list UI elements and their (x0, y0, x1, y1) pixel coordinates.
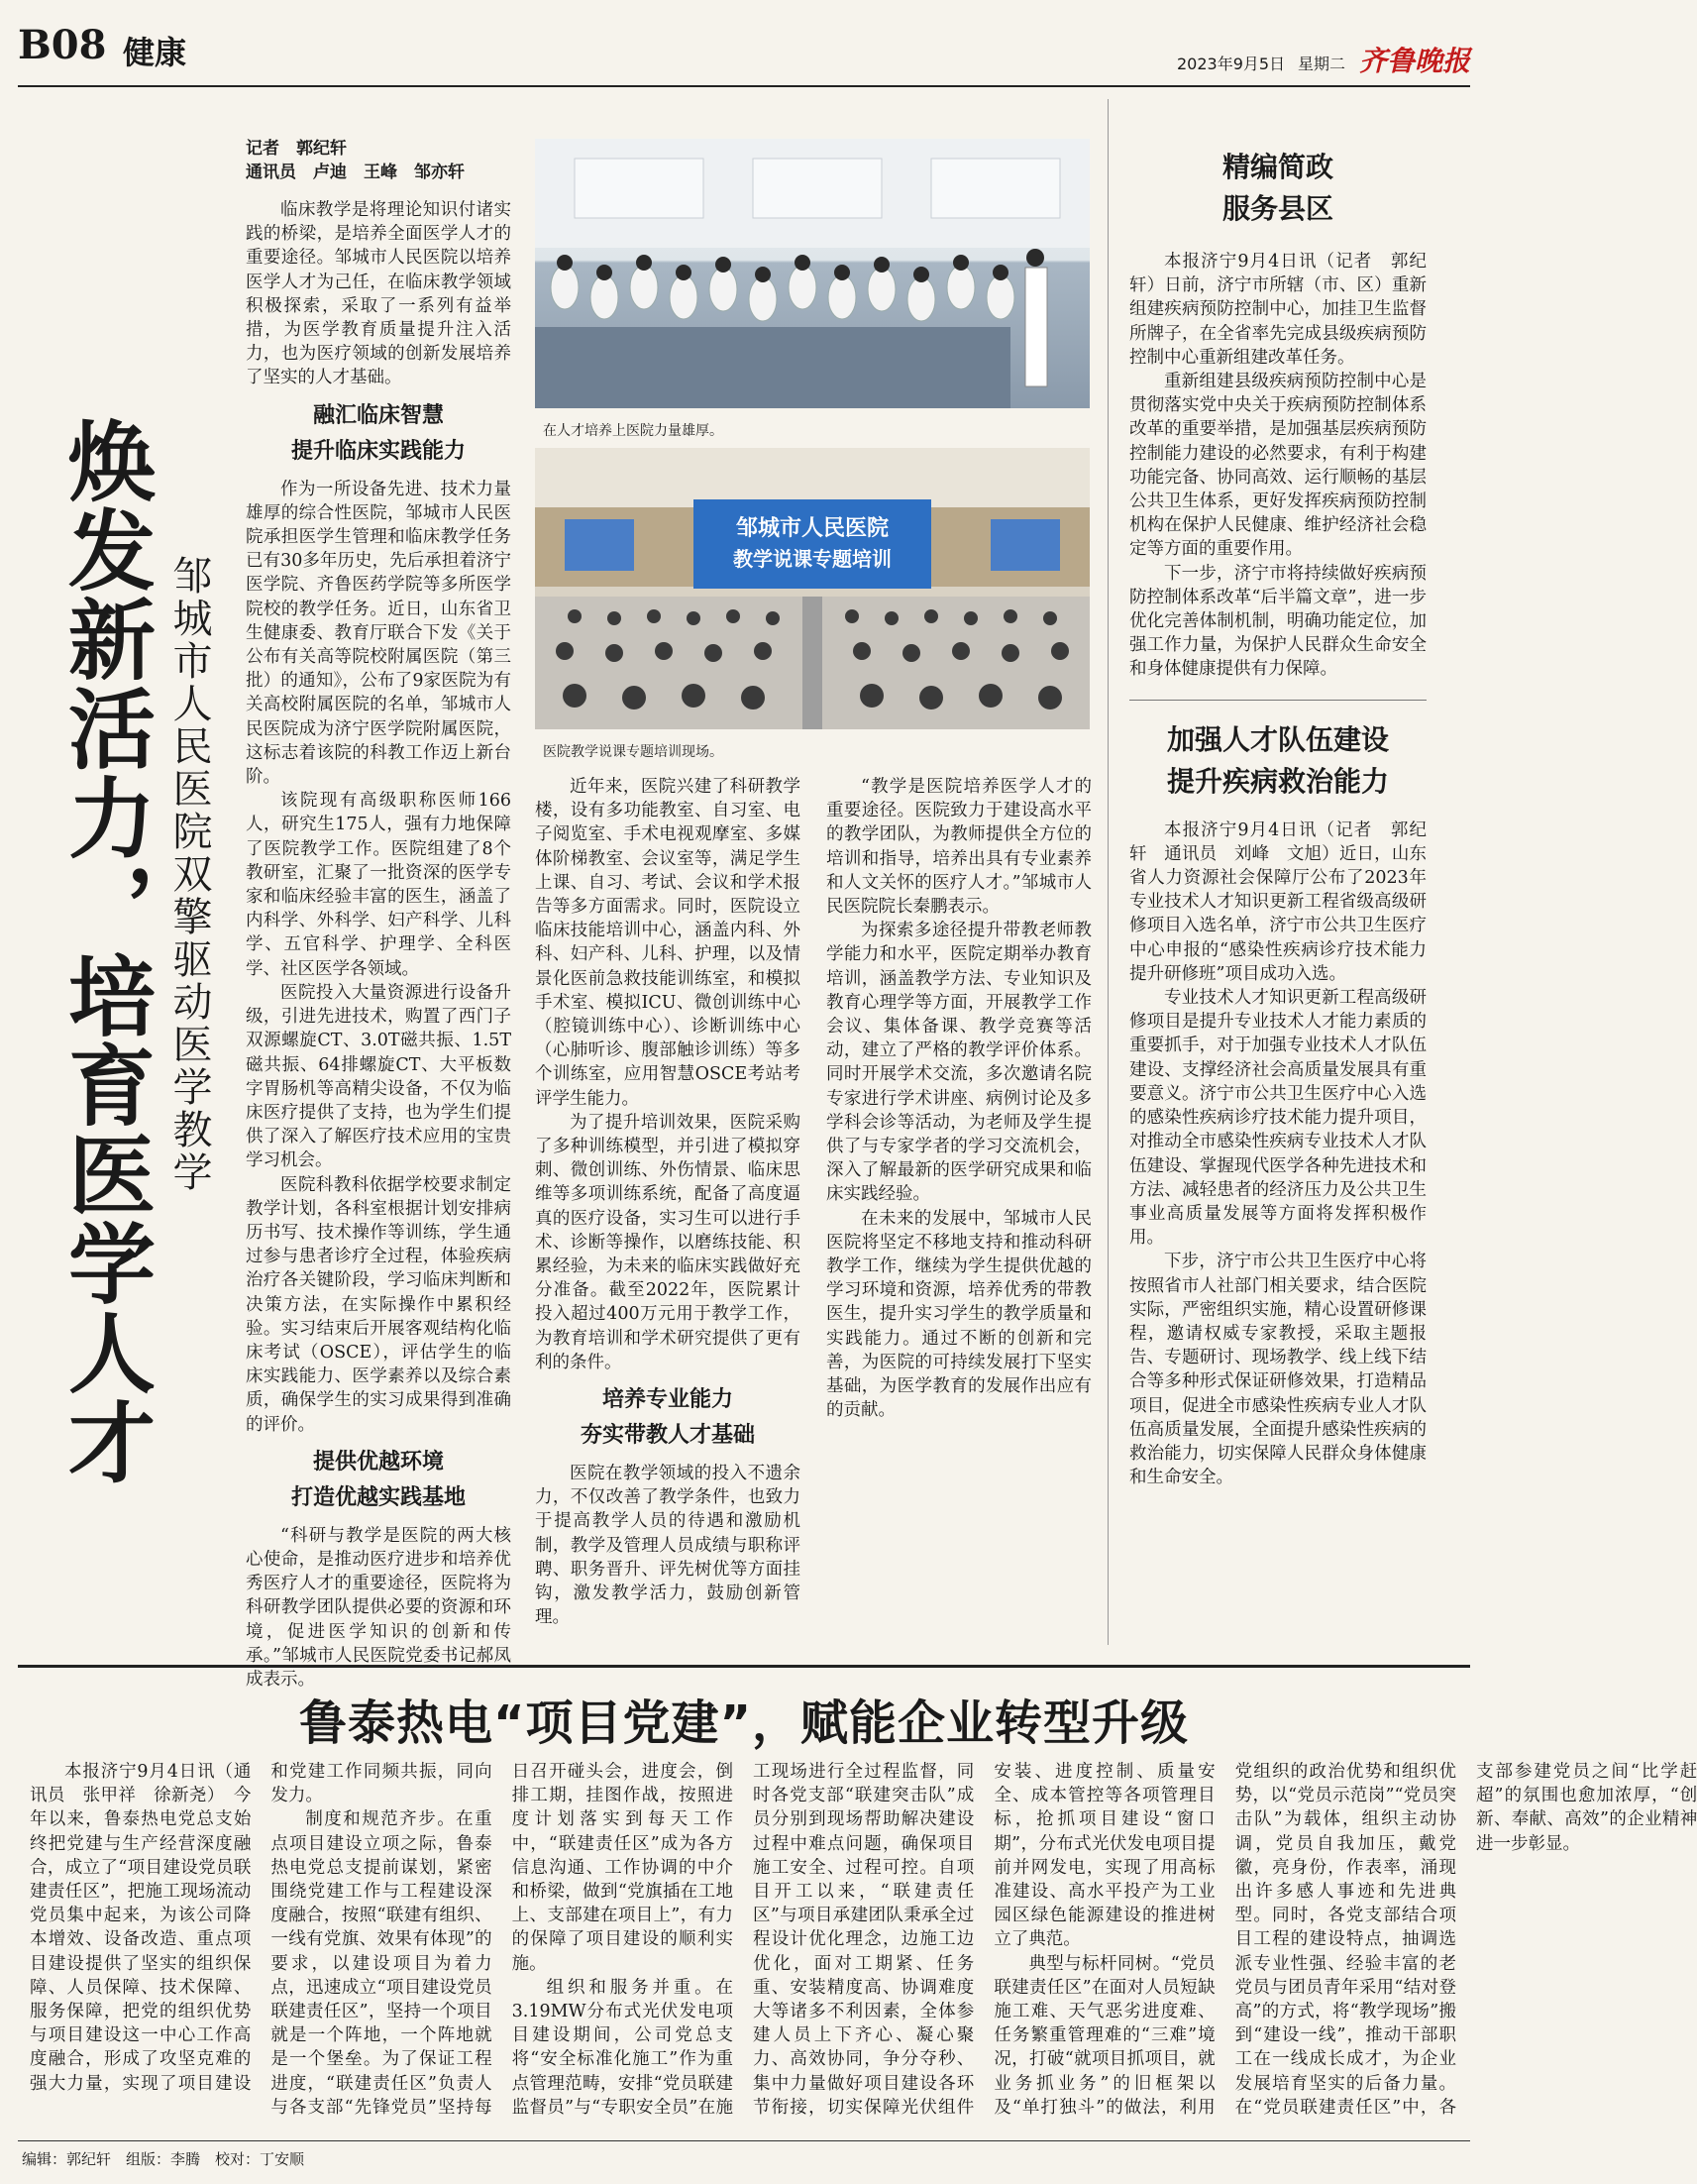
footer-rule (18, 2140, 1470, 2141)
issue-weekday: 星期二 (1298, 55, 1346, 73)
news-paragraph: 下步，济宁市公共卫生医疗中心将按照省市人社部门相关要求，结合医院实际，严密组织实施，精心设置研修课程，邀请权威专家教授，采取主题报告、专题研讨、现场教学、线上线下结合等多种形式保证研修效果，打造精品项目，促进全市感染性疾病专业人才队伍高质量发展，全面提升感染性疾病的救治能力，切实保障人民群众身体健康和生命安全。 (1129, 1252, 1427, 1488)
screen-title-line-1: 邹城市人民医院 (735, 516, 889, 541)
issue-date: 2023年9月5日 (1177, 55, 1286, 73)
paragraph: 医院投入大量资源进行设备升级，引进先进技术，购置了西门子双源螺旋CT、3.0T磁共振、1.5T磁共振、64排螺旋CT、大平板数字胃肠机等高精尖设备，不仅为临床医疗提供了支持，也为学生们提供了深入了解医疗技术应用的宝贵学习机会。 (246, 982, 511, 1171)
news-paragraph: 下一步，济宁市将持续做好疾病预防控制体系改革“后半篇文章”，进一步优化完善体制机制，明确功能定位，加强工作力量，为保护人民群众生命安全和身体健康提供有力保障。 (1129, 563, 1427, 680)
paragraph: 近年来，医院兴建了科研教学楼，设有多功能教室、自习室、电子阅览室、手术电视观摩室、多媒体阶梯教室、会议室等，满足学生上课、自习、考试、会议和学术报告等多方面需求。同时，医院设立临床技能培训中心，涵盖内科、外科、妇产科、儿科、护理，以及情景化医前急救技能训练室，和模拟手术室、模拟ICU、微创训练中心（腔镜训练中心）、诊断训练中心（心肺听诊、腹部触诊训练）等多个训练室，应用智慧OSCE考站考评学生能力。 (535, 777, 800, 1109)
subhead-1-line-1: 融汇临床智慧 (312, 402, 444, 428)
paragraph: 为探索多途径提升带教老师教学能力和水平，医院定期举办教育培训，涵盖教学方法、专业知识及教育心理学等方面，开展教学工作会议、集体备课、教学竞赛等活动，建立了严格的教学评价体系。同时开展学术交流，多次邀请名院专家进行学术讲座、病例讨论及多学科会诊等活动，为老师及学生提供了与专家学者的学习交流机会，深入了解最新的医学研究成果和临床实践经验。 (826, 921, 1092, 1205)
news-paragraph: 专业技术人才知识更新工程高级研修项目是提升专业技术人才能力素质的重要抓手，对于加强专业技术人才队伍建设、支撑经济社会高质量发展具有重要意义。济宁市公共卫生医疗中心入选的感染性疾病诊疗技术能力提升项目，对推动全市感染性疾病专业技术人才队伍建设、掌握现代医学各种先进技术和方法、减轻患者的经济压力及公共卫生事业高质量发展等方面将发挥积极作用。 (1129, 988, 1427, 1249)
subhead-2-line-2: 打造优越实践基地 (290, 1484, 466, 1510)
bottom-text-block (30, 1760, 1697, 2127)
paragraph: 在未来的发展中，邹城市人民医院将坚定不移地支持和推动科研教学工作，继续为学生提供优越的学习环境和资源，培养优秀的带教医生，提升实习学生的教学质量和实践能力。通过不断的创新和完善，为医院的可持续发展打下坚实基础，为医学教育的发展作出应有的贡献。 (826, 1208, 1092, 1421)
crowd-illustration (535, 139, 1090, 408)
subhead-3-line-2: 夯实带教人才基础 (580, 1423, 755, 1449)
paragraph: “科研与教学是医院的两大核心使命，是推动医疗进步和培养优秀医疗人才的重要途径，医院将为科研教学团队提供必要的资源和环境，促进医学知识的创新和传承。”邹城市人民医院党委书记郝凤成表示。 (246, 1525, 511, 1690)
screen-title-line-2: 教学说课专题培训 (733, 547, 892, 571)
photo-oath-ceremony (535, 139, 1090, 408)
paragraph: 医院在教学领域的投入不遗余力，不仅改善了教学条件，也致力于提高教学人员的待遇和激励机制，教学及管理人员成绩与职称评聘、职务晋升、评先树优等方面挂钩，激发教学活力，鼓励创新管理。 (535, 1464, 800, 1628)
paragraph: 医院科教科依据学校要求制定教学计划，各科室根据计划安排病历书写、技术操作等训练，学生通过参与患者诊疗全过程，体验疾病治疗各关键阶段，学习临床判断和决策方法，在实际操作中累积经验。实习结束后开展客观结构化临床考试（OSCE），评估学生的临床实践能力、医学素养以及综合素质，确保学生的实习成果得到准确的评价。 (246, 1174, 511, 1435)
byline-correspondents: 通讯员 卢迪 王峰 邹亦轩 (246, 163, 465, 182)
subhead-2 (246, 1445, 511, 1516)
news-divider (1129, 700, 1427, 702)
bottom-paragraph: 制度和规范齐步。在重点项目建设立项之际，鲁泰热电党总支提前谋划，紧密围绕党建工作与工程建设深度融合，按照“联建有组织、一线有党旗、效果有体现”的要求，以建设项目为着力点，迅速成立“项目建设党员联建责任区”，坚持一个项目就是一个阵地，一个阵地就是一个堡垒。为了保证工程进度，“联建责任区”负责人与各支部“先锋党员”坚持每日召开碰头会，进度会，倒排工期，挂图作战，按照进度计划落实到每天工作中，“联建责任区”成为各方信息沟通、工作协调的中介和桥梁，做到“党旗插在工地上、支部建在项目上”，有力的保障了项目建设的顺利实施。 (270, 1762, 733, 2118)
news-title-1-line-2: 服务县区 (1221, 192, 1333, 225)
main-column-2 (535, 775, 800, 1637)
news-title-1-line-1: 精编简政 (1221, 151, 1333, 183)
paragraph: 作为一所设备先进、技术力量雄厚的综合性医院，邹城市人民医院承担医学生管理和临床教学任务已有30多年历史，先后承担着济宁医学院、齐鲁医药学院等多所医学院校的教学任务。近日，山东省卫生健康委、教育厅联合下发《关于公布有关高等院校附属医院（第三批）的通知》，公布了9家医院为有关高校附属医院的名单，邹城市人民医院成为济宁医学院附属医院，这标志着该院的科教工作迈上新台阶。 (246, 479, 511, 788)
subhead-1-line-2: 提升临床实践能力 (290, 438, 466, 464)
paragraph: 该院现有高级职称医师166人，研究生175人，强有力地保障了医院教学工作。医院组建了8个教研室，汇聚了一批资深的医学专家和临床经验丰富的医生，涵盖了内科学、外科学、妇产科学、儿科学、五官科学、护理学、全科医学、社区医学各领域。 (246, 791, 511, 979)
subhead-1 (246, 398, 511, 470)
photo1-caption: 在人才培养上医院力量雄厚。 (543, 423, 723, 439)
news-paragraph: 本报济宁9月4日讯（记者 郭纪轩 通讯员 刘峰 文旭）近日，山东省人力资源社会保障厅公布了2023年专业技术人才知识更新工程省级高级研修项目入选名单，济宁市公共卫生医疗中心申报的“感染性疾病诊疗技术能力提升研修班”项目成功入选。 (1129, 819, 1427, 984)
main-subhead: 邹城市人民医院双擎驱动医学教学 (166, 555, 212, 1194)
main-column-1 (246, 137, 511, 1690)
footer-credits: 编辑：郭纪轩 组版：李腾 校对：丁安顺 (22, 2150, 305, 2168)
masthead-logo: 齐鲁晚报 (1359, 45, 1471, 77)
news-title-2-line-1: 加强人才队伍建设 (1166, 722, 1389, 756)
column-divider (1108, 99, 1109, 1645)
right-column (1129, 147, 1427, 1653)
bottom-section-rule (18, 1665, 1470, 1668)
bottom-paragraph: 典型与标杆同树。“党员联建责任区”在面对人员短缺施工难、天气恶劣进度难、任务繁重管理难的“三难”境况，打破“就项目抓项目，就业务抓业务”的旧框架以及“单打独斗”的做法，利用党组织的政治优势和组织优势，以“党员示范岗”“党员突击队”为载体，组织主动协调，党员自我加压，戴党徽，亮身份，作表率，涌现出许多感人事迹和先进典型。同时，各党支部结合项目工程的建设特点，抽调选派专业性强、经验丰富的老党员与团员青年采用“结对登高”的方式，将“教学现场”搬到“建设一线”，推动干部职工在一线成长成才，为企业发展培育坚实的后备力量。在“党员联建责任区”中，各支部参建党员之间“比学赶超”的氛围也愈加浓厚，“创新、奉献、高效”的企业精神进一步彰显。 (994, 1762, 1697, 2118)
lead-paragraph: 临床教学是将理论知识付诸实践的桥梁，是培养全面医学人才的重要途径。邹城市人民医院以培养医学人才为己任，在临床教学领域积极探索，采取了一系列有益举措，为医学教育质量提升注入活力，也为医疗领域的创新发展培养了坚实的人才基础。 (246, 200, 511, 388)
bottom-paragraph: 组织和服务并重。在3.19MW分布式光伏发电项目建设期间，公司党总支将“安全标准化施工”作为重点管理范畴，安排“党员联建监督员”与“专职安全员”在施工现场进行全过程监督，同时各党支部“联建突击队”成员分别到现场帮助解决建设过程中难点问题，确保项目施工安全、过程可控。自项目开工以来，“联建责任区”与项目承建团队秉承全过程设计优化理念，边施工边优化，面对工期紧、任务重、安装精度高、协调难度大等诸多不利因素，全体参建人员上下齐心、凝心聚力、高效协同，争分夺秒、集中力量做好项目建设各环节衔接，切实保障光伏组件安装、进度控制、质量安全、成本管控等各项管理目标，抢抓项目建设“窗口期”，分布式光伏发电项目提前并网发电，实现了用高标准建设、高水平投产为工业园区绿色能源建设的推进树立了典范。 (511, 1762, 1216, 2118)
news-title-2-line-2: 提升疾病救治能力 (1166, 764, 1389, 798)
photo2-caption: 医院教学说课专题培训现场。 (543, 744, 723, 760)
main-column-3 (826, 775, 1092, 1637)
photo-training-session (535, 448, 1090, 729)
news-title-1 (1129, 147, 1427, 230)
auditorium-illustration (535, 448, 1090, 729)
page-code: B08 (18, 22, 107, 68)
paragraph: 为了提升培训效果，医院采购了多种训练模型，并引进了模拟穿刺、微创训练、外伤情景、临床思维等多项训练系统，配备了高度逼真的医疗设备，实习生可以进行手术、诊断等操作，以磨练技能、积累经验，为未来的临床实践做好充分准备。截至2022年，医院累计投入超过400万元用于教学工作，为教育培训和学术研究提供了更有利的条件。 (535, 1112, 800, 1372)
main-headline: 焕发新活力，培育医学人才 (54, 416, 157, 1486)
subhead-2-line-1: 提供优越环境 (312, 1449, 444, 1474)
subhead-3 (535, 1382, 800, 1454)
header-rule (18, 85, 1470, 87)
bottom-paragraph: 本报济宁9月4日讯（通讯员 张甲祥 徐新尧） 今年以来，鲁泰热电党总支始终把党建与生产经营深度融合，成立了“项目建设党员联建责任区”，把施工现场流动党员集中起来，为该公司降本增效、设备改造、重点项目建设提供了坚实的组织保障、人员保障、技术保障、服务保障，把党的组织优势与项目建设这一中心工作高度融合，形成了攻坚克难的强大力量，实现了项目建设和党建工作同频共振，同向发力。 (30, 1762, 492, 2094)
news-paragraph: 本报济宁9月4日讯（记者 郭纪轩）日前，济宁市所辖（市、区）重新组建疾病预防控制中心，加挂卫生监督所牌子，在全省率先完成县级疾病预防控制中心重新组建改革任务。 (1129, 252, 1427, 368)
news-paragraph: 重新组建县级疾病预防控制中心是贯彻落实党中央关于疾病预防控制体系改革的重要举措，是加强基层疾病预防控制能力建设的必然要求，有利于构建功能完备、协同高效、运行顺畅的基层公共卫生体系，更好发挥疾病预防控制机构在保护人民健康、维护经济社会稳定等方面的重要作用。 (1129, 372, 1427, 560)
section-name: 健康 (123, 34, 187, 71)
subhead-3-line-1: 培养专业能力 (601, 1387, 733, 1413)
paragraph: “教学是医院培养医学人才的重要途径。医院致力于建设高水平的教学团队，为教师提供全方位的培训和指导，培养出具有专业素养和人文关怀的医疗人才。”邹城市人民医院院长秦鹏表示。 (826, 777, 1092, 918)
byline-reporter: 记者 郭纪轩 (246, 139, 347, 159)
news-title-2 (1129, 719, 1427, 803)
bottom-headline: 鲁泰热电“项目党建”，赋能企业转型升级 (298, 1695, 1190, 1751)
